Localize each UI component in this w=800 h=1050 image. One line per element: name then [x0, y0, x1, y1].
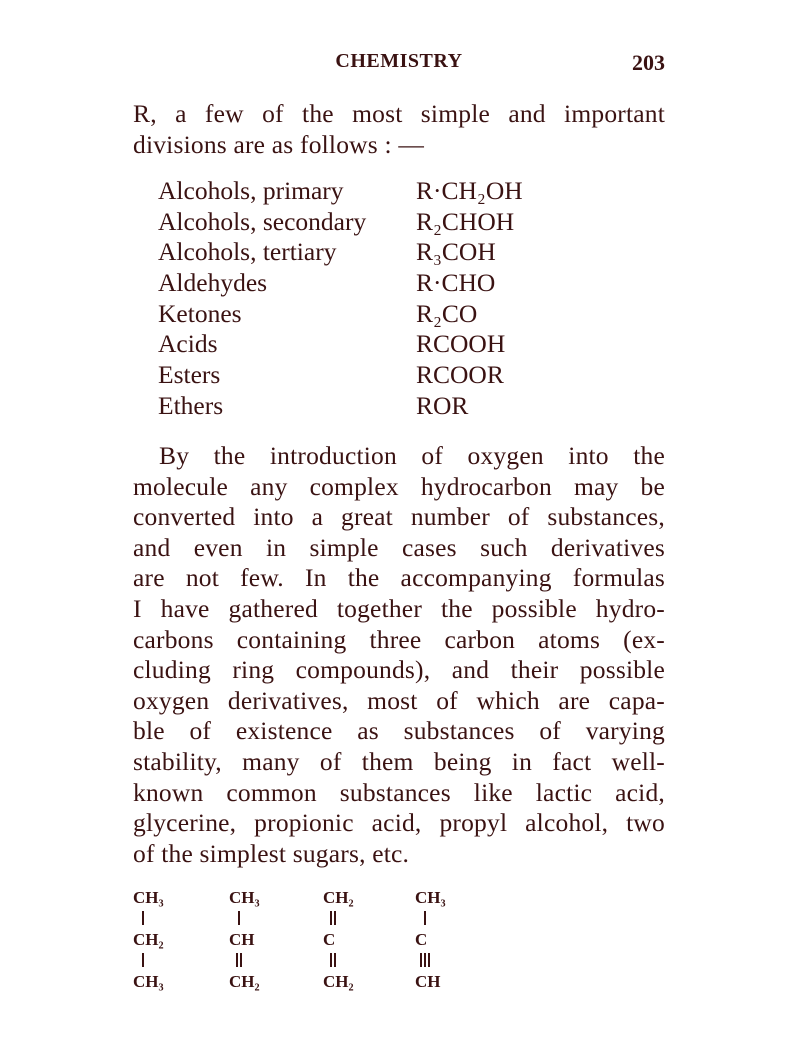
intro-line-2: divisions are as follows : —	[133, 129, 425, 159]
paragraph-line: carbons containing three carbon atoms (ex-	[133, 624, 665, 654]
class-name: Alcohols, secondary	[158, 206, 367, 236]
class-formula: R₂CO	[416, 298, 478, 328]
formula-group-bottom: CH₂	[323, 972, 354, 991]
class-formula: R·CHO	[416, 268, 496, 298]
class-formula: RCOOR	[416, 360, 504, 390]
paragraph-line: known common substances like lactic acid,	[133, 777, 665, 807]
page-number: 203	[632, 50, 665, 75]
class-name: Acids	[158, 329, 218, 359]
class-formula: R₃COH	[416, 237, 496, 267]
class-row	[158, 391, 578, 422]
class-row	[158, 176, 578, 207]
class-name: Ketones	[158, 298, 242, 328]
paragraph-line: glycerine, propionic acid, propyl alcohol, two	[133, 808, 665, 838]
formula-group-bottom: CH₃	[133, 972, 164, 991]
compound-class-table	[158, 176, 578, 422]
paragraph-line: ble of existence as substances of varying	[133, 716, 665, 746]
page-header	[133, 50, 665, 80]
formula-group-mid: CH₂	[133, 930, 164, 949]
class-row	[158, 329, 578, 360]
class-formula: R₂CHOH	[416, 206, 515, 236]
intro-line-1: R, a few of the most simple and important	[133, 99, 665, 128]
formula-group-bottom: CH	[415, 972, 441, 991]
class-name: Esters	[158, 360, 221, 390]
class-row	[158, 237, 578, 268]
class-name: Alcohols, tertiary	[158, 237, 337, 267]
formula-group-top: CH₃	[415, 888, 446, 907]
running-title: CHEMISTRY	[335, 50, 463, 72]
paragraph-line: stability, many of them being in fact well-	[133, 746, 665, 776]
formula-group-top: CH₃	[133, 888, 164, 907]
paragraph-line: molecule any complex hydrocarbon may be	[133, 471, 665, 501]
class-name: Ethers	[158, 390, 224, 420]
paragraph-line: I have gathered together the possible hydro-	[133, 593, 665, 623]
formula-group-top: CH₃	[229, 888, 260, 907]
class-formula: ROR	[416, 390, 469, 420]
paragraph-line: oxygen derivatives, most of which are capa-	[133, 685, 665, 715]
class-name: Alcohols, primary	[158, 176, 344, 205]
formula-group-mid: CH	[229, 930, 255, 949]
class-formula: R·CH₂OH	[416, 176, 523, 205]
class-row	[158, 268, 578, 299]
formula-group-mid: C	[323, 930, 336, 949]
intro-paragraph	[133, 99, 665, 160]
paragraph-line: of the simplest sugars, etc.	[133, 838, 410, 868]
structural-formulas	[133, 888, 553, 998]
paragraph-line: By the introduction of oxygen into the	[159, 441, 665, 470]
paragraph-line: cluding ring compounds), and their possible	[133, 655, 665, 685]
class-row	[158, 360, 578, 391]
class-name: Aldehydes	[158, 268, 268, 298]
class-row	[158, 207, 578, 238]
class-row	[158, 299, 578, 330]
class-formula: RCOOH	[416, 329, 506, 359]
formula-group-top: CH₂	[323, 888, 354, 907]
formula-group-mid: C	[415, 930, 428, 949]
paragraph-line: and even in simple cases such derivatives	[133, 532, 665, 562]
paragraph-line: converted into a great number of substances,	[133, 502, 665, 532]
paragraph-line: are not few. In the accompanying formulas	[133, 563, 665, 593]
body-paragraph	[133, 441, 665, 869]
formula-group-bottom: CH₂	[229, 972, 260, 991]
